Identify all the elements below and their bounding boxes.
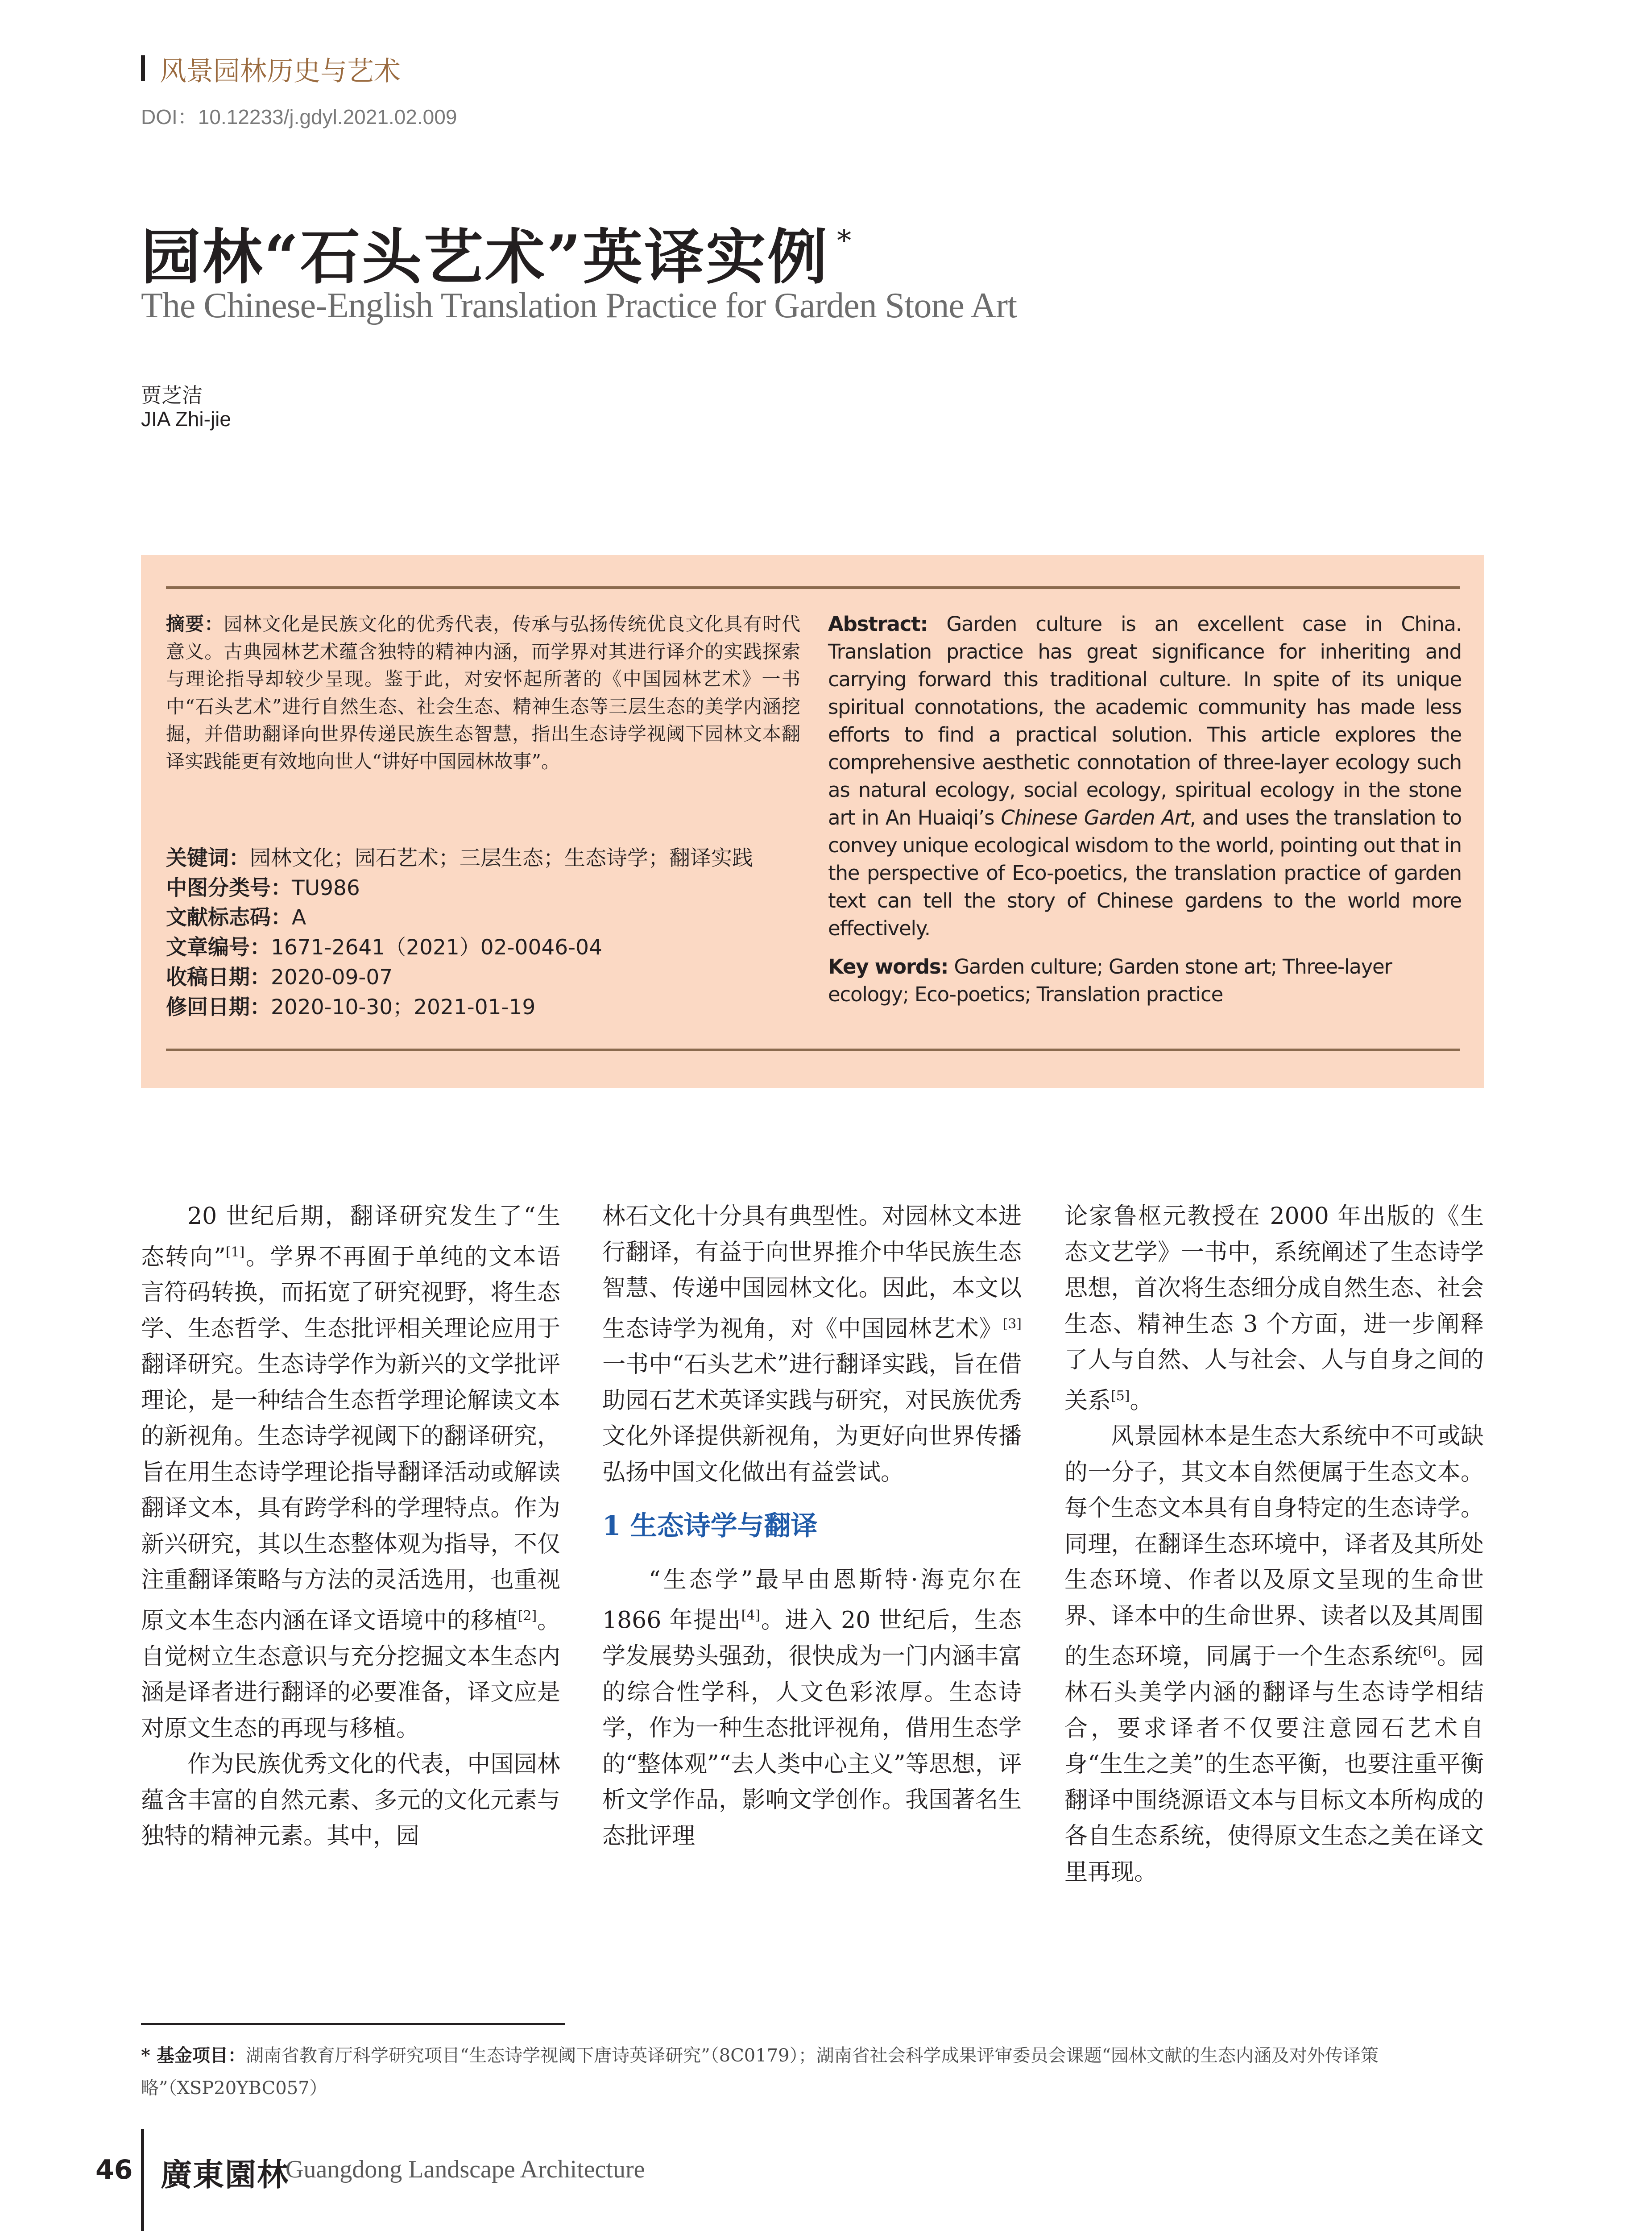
journal-logo: 廣東園林 [161, 2156, 289, 2193]
text-run: 风景园林本是生态大系统中不可或缺的一分子，其文本自然便属于生态文本。每个生态文本具有自身特定的生态诗学。同理，在翻译生态环境中，译者及其所处生态环境、作者以及原文呈现的生命世界、译本中的生命世界、读者以及其周围的生态环境，同属于一个生态系统 [1064, 1423, 1484, 1670]
author-english: JIA Zhi-jie [141, 407, 231, 431]
abstract-box [141, 555, 1484, 1088]
chinese-title [141, 210, 853, 295]
meta-label: 关键词： [166, 846, 250, 871]
page-number: 46 [95, 2154, 133, 2185]
english-abstract-label: Abstract: [828, 612, 928, 636]
meta-value: 2020-10-30；2021-01-19 [271, 995, 536, 1020]
english-abstract [828, 610, 1462, 942]
text-run: 。进入 20 世纪后，生态学发展势头强劲，很快成为一门内涵丰富的综合性学科，人文色彩浓厚。生态诗学，作为一种生态批评视角，借用生态学的“整体观”“去人类中心主义”等思想，评析文学作品，影响文学创作。我国著名生态批评理 [602, 1607, 1022, 1849]
meta-keywords [166, 844, 753, 874]
english-abstract-text: , and uses the translation to convey unique ecological wisdom to the world, pointing out that in the perspective of Eco-poetics, the translation practice of garden text can tell the story of Chinese gardens to the world more effectively. [828, 806, 1462, 940]
footer-divider [141, 2129, 144, 2231]
text-run: 。自觉树立生态意识与充分挖掘文本生态内涵是译者进行翻译的必要准备，译文应是对原文生态的再现与移植。 [141, 1607, 560, 1742]
english-abstract-text: Garden culture is an excellent case in China. Translation practice has great significance for inheriting and carrying forward this traditional culture. In spite of its unique spiritual connotations, the academic community has made less efforts to find a practical solution. This article explores the comprehensive aesthetic connotation of three-layer ecology such as natural ecology, social ecology, spiritual ecology in the stone art in An Huaiqi’s [828, 612, 1462, 829]
text-run: 20 世纪后期，翻译研究发生了“生态转向” [141, 1203, 560, 1270]
body-column-1 [141, 1198, 560, 1854]
meta-label: 收稿日期： [166, 965, 271, 990]
text-run: 。学界不再囿于单纯的文本语言符码转换，而拓宽了研究视野，将生态学、生态哲学、生态批评相关理论应用于翻译研究。生态诗学作为新兴的文学批评理论，是一种结合生态哲学理论解读文本的新视角。生态诗学视阈下的翻译研究，旨在用生态诗学理论指导翻译活动或解读翻译文本，具有跨学科的学理特点。作为新兴研究，其以生态整体观为指导，不仅注重翻译策略与方法的灵活选用，也重视原文本生态内涵在译文语境中的移植 [141, 1243, 560, 1634]
chinese-abstract-text: 园林文化是民族文化的优秀代表，传承与弘扬传统优良文化具有时代意义。古典园林艺术蕴含独特的精神内涵，而学界对其进行译介的实践探索与理论指导却较少呈现。鉴于此，对安怀起所著的《中国园林艺术》一书中“石头艺术”进行自然生态、社会生态、精神生态等三层生态的美学内涵挖掘，并借助翻译向世界传递民族生态智慧，指出生态诗学视阈下园林文本翻译实践能更有效地向世人“讲好中国园林故事”。 [166, 613, 800, 772]
meta-value: 2020-09-07 [271, 965, 393, 990]
abstract-bottom-rule [166, 1049, 1460, 1051]
citation[interactable]: [4] [741, 1608, 761, 1624]
footnote-rule [141, 2023, 565, 2025]
section-label: 风景园林历史与艺术 [160, 56, 401, 87]
journal-name: Guangdong Landscape Architecture [286, 2156, 645, 2183]
paragraph [1064, 1418, 1484, 1890]
meta-clc [166, 874, 753, 904]
chinese-abstract-label: 摘要： [166, 613, 224, 635]
title-footnote-mark: * [837, 224, 853, 257]
english-keywords [828, 953, 1462, 1008]
meta-value: 园林文化；园石艺术；三层生态；生态诗学；翻译实践 [250, 846, 753, 871]
text-run: 。园林石头美学内涵的翻译与生态诗学相结合，要求译者不仅要注意园石艺术自身“生生之美”的生态平衡，也要注重平衡翻译中围绕源语文本与目标文本所构成的各自生态系统，使得原文生态之美在译文里再现。 [1064, 1643, 1484, 1886]
text-run: 论家鲁枢元教授在 2000 年出版的《生态文艺学》一书中，系统阐述了生态诗学思想，首次将生态细分成自然生态、社会生态、精神生态 3 个方面，进一步阐释了人与自然、人与社会、人与自身之间的关系 [1064, 1203, 1484, 1414]
funding-footnote [141, 2039, 1484, 2105]
meta-revised [166, 993, 753, 1023]
english-keywords-label: Key words: [828, 955, 948, 979]
body-column-2 [602, 1198, 1022, 1854]
text-run: “生态学”最早由恩斯特·海克尔在 1866 年提出 [602, 1566, 1022, 1634]
chinese-title-text: 园林“石头艺术”英译实例 [141, 222, 829, 292]
citation[interactable]: [3] [1002, 1316, 1022, 1332]
meta-value: 1671-2641（2021）02-0046-04 [271, 935, 602, 960]
meta-label: 文章编号： [166, 935, 271, 960]
citation[interactable]: [5] [1111, 1388, 1130, 1404]
paragraph [141, 1198, 560, 1746]
english-title: The Chinese-English Translation Practice for Garden Stone Art [141, 286, 1017, 325]
footnote-text: 湖南省教育厅科学研究项目“生态诗学视阈下唐诗英译研究”（8C0179）；湖南省社会科学成果评审委员会课题“园林文献的生态内涵及对外传译策略”（XSP20YBC057） [141, 2045, 1379, 2098]
text-run: 一书中“石头艺术”进行翻译实践，旨在借助园石艺术英译实践与研究，对民族优秀文化外译提供新视角，为更好向世界传播弘扬中国文化做出有益尝试。 [602, 1351, 1022, 1486]
paragraph [1064, 1198, 1484, 1418]
meta-label: 中图分类号： [166, 875, 292, 900]
english-keywords-text: Garden culture; Garden stone art; Three-layer ecology; Eco-poetics; Translation practice [828, 955, 1392, 1006]
text-run: 。 [1130, 1387, 1153, 1414]
body-column-3 [1064, 1198, 1484, 1890]
doi[interactable]: DOI：10.12233/j.gdyl.2021.02.009 [141, 105, 457, 129]
meta-received [166, 963, 753, 993]
text-run: 林石文化十分具有典型性。对园林文本进行翻译，有益于向世界推介中华民族生态智慧、传递中国园林文化。因此，本文以生态诗学为视角，对《中国园林艺术》 [602, 1203, 1022, 1342]
citation[interactable]: [6] [1417, 1644, 1437, 1660]
paragraph [602, 1198, 1022, 1490]
meta-value: TU986 [292, 875, 360, 900]
chinese-abstract [166, 610, 800, 775]
section-heading: 1 生态诗学与翻译 [602, 1510, 818, 1542]
book-title-italic: Chinese Garden Art [1001, 806, 1190, 829]
paragraph [602, 1562, 1022, 1854]
author-chinese: 贾芝洁 [141, 384, 203, 407]
meta-doc-code [166, 903, 753, 933]
article-metadata [166, 844, 753, 1022]
meta-value: A [292, 905, 306, 930]
citation[interactable]: [1] [225, 1244, 245, 1260]
meta-label: 修回日期： [166, 995, 271, 1020]
citation[interactable]: [2] [518, 1608, 537, 1624]
section-marker [141, 55, 145, 81]
meta-label: 文献标志码： [166, 905, 292, 930]
meta-article-no [166, 933, 753, 963]
paragraph: 作为民族优秀文化的代表，中国园林蕴含丰富的自然元素、多元的文化元素与独特的精神元素。其中，园 [141, 1751, 560, 1850]
footnote-label: * 基金项目： [141, 2045, 246, 2066]
abstract-top-rule [166, 586, 1460, 589]
